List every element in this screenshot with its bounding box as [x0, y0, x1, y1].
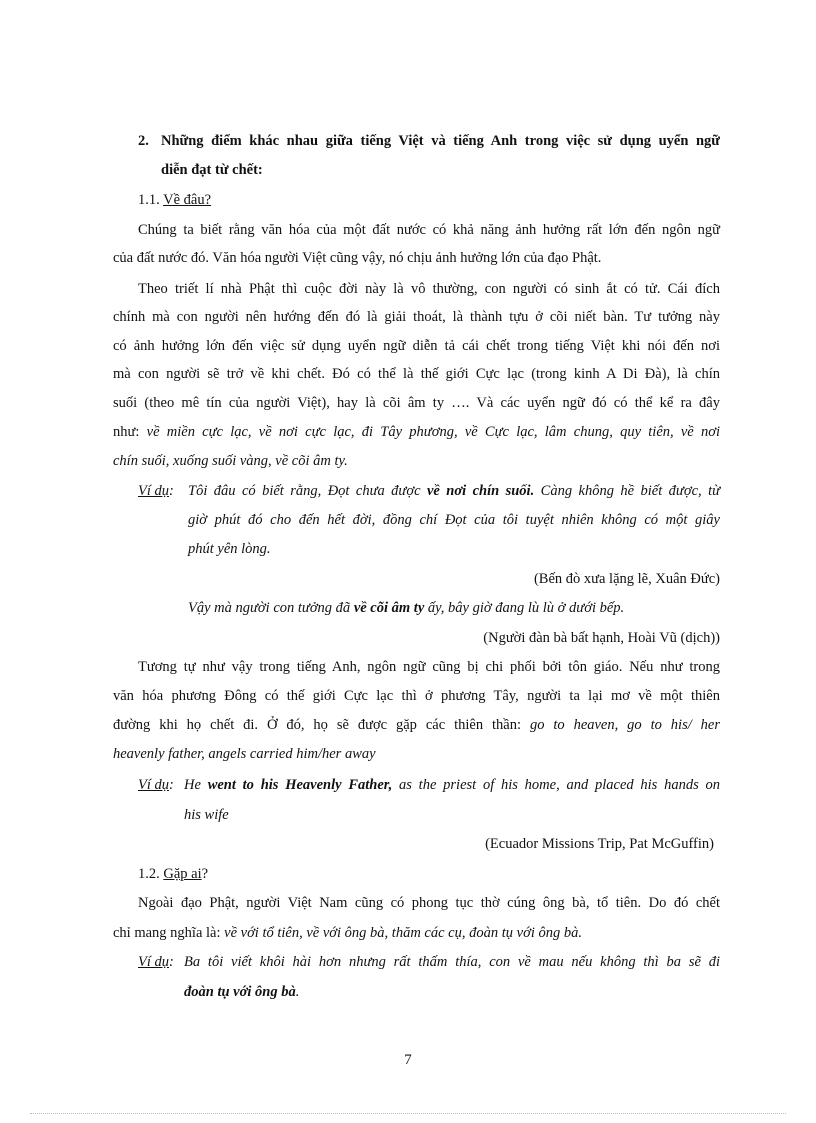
euphemism-list: heavenly father, angels carried him/her away	[113, 746, 376, 762]
example-label	[138, 775, 174, 795]
heading-line-1: Những điểm khác nhau giữa tiếng Việt và tiếng Anh trong việc sử dụng uyển ngữ	[161, 133, 720, 149]
paragraph-line: của đất nước đó. Văn hóa người Việt cũng vậy, nó chịu ảnh hưởng lớn của đạo Phật.	[113, 250, 602, 266]
example-emphasis: về nơi chín suối.	[426, 483, 535, 499]
example-label-text: Ví dụ	[138, 483, 170, 499]
paragraph-line: Chúng ta biết rằng văn hóa của một đất nước có khả năng ảnh hưởng rất lớn đến ngôn ngữ	[138, 222, 720, 238]
paragraph-line: văn hóa phương Đông có thế giới Cực lạc thì ở phương Tây, người ta lại mơ về một thiên	[113, 688, 720, 704]
paragraph-line: Theo triết lí nhà Phật thì cuộc đời này là vô thường, con người có sinh ắt có tử. Cái đích	[138, 281, 720, 297]
example-text: He	[184, 777, 201, 793]
example-line: Ba tôi viết khôi hài hơn nhưng rất thấm thía, con về mau nếu không thì ba sẽ đi	[184, 954, 720, 970]
heading-number: 2.	[138, 133, 149, 149]
section-1-1-heading	[138, 190, 211, 210]
text-prefix: như:	[113, 424, 140, 440]
section-title: Về đâu?	[163, 192, 212, 208]
example-line	[188, 481, 720, 501]
example-colon: :	[169, 954, 174, 970]
example-emphasis: về cõi âm ty	[353, 600, 425, 616]
heading-line-2: diễn đạt từ chết:	[161, 162, 263, 178]
paragraph-line: mà con người sẽ trở về khi chết. Đó có thể là thế giới Cực lạc (trong kinh A Di Đà), là chín	[113, 366, 720, 382]
example-label	[138, 481, 174, 501]
paragraph-line: Ngoài đạo Phật, người Việt Nam cũng có phong tục thờ cúng ông bà, tổ tiên. Do đó chết	[138, 895, 720, 911]
paragraph-line	[113, 422, 720, 442]
example-label-text: Ví dụ	[138, 777, 170, 793]
example-text: .	[295, 984, 300, 1000]
section-1-2-heading	[138, 864, 208, 884]
example-emphasis: went to his Heavenly Father,	[207, 777, 393, 793]
section-title: Gặp ai	[163, 866, 202, 882]
euphemism-list: về miền cực lạc, về nơi cực lạc, đi Tây phương, về Cực lạc, lâm chung, quy tiên, về nơi	[146, 424, 721, 440]
example-label-text: Ví dụ	[138, 954, 170, 970]
example-label	[138, 952, 174, 972]
euphemism-list: chín suối, xuống suối vàng, về cõi âm ty.	[113, 453, 348, 469]
example-text: Càng không hề biết được, từ	[540, 483, 721, 499]
example-line	[184, 982, 299, 1002]
section-title-suffix: ?	[201, 866, 209, 882]
example-text: ấy, bây giờ đang lù lù ở dưới bếp.	[427, 600, 625, 616]
text-prefix: chỉ mang nghĩa là:	[113, 925, 221, 941]
page-number: 7	[404, 1052, 412, 1068]
example-text: as the priest of his home, and placed his hands on	[399, 777, 720, 793]
paragraph-line: có ảnh hưởng lớn đến việc sử dụng uyển ngữ diễn tả cái chết trong tiếng Việt khi nói đến nơi	[113, 338, 720, 354]
example-line	[188, 598, 624, 618]
section-number: 1.2.	[138, 866, 160, 882]
euphemism-list: go to heaven, go to his/ her	[529, 717, 721, 733]
paragraph-line: chính mà con người nên hướng đến đó là giải thoát, là thành tựu ở cõi niết bàn. Tư tưởng này	[113, 309, 720, 325]
example-text: Tôi đâu có biết rằng, Đọt chưa được	[188, 483, 421, 499]
example-colon: :	[169, 777, 174, 793]
example-source: (Người đàn bà bất hạnh, Hoài Vũ (dịch))	[483, 630, 720, 646]
example-emphasis: đoàn tụ với ông bà	[184, 984, 296, 1000]
euphemism-list: về với tổ tiên, về với ông bà, thăm các cụ, đoàn tụ với ông bà.	[224, 925, 582, 941]
example-line: his wife	[184, 807, 229, 823]
paragraph-line	[113, 715, 720, 735]
example-colon: :	[169, 483, 174, 499]
example-source: (Ecuador Missions Trip, Pat McGuffin)	[485, 836, 714, 852]
example-line	[184, 775, 720, 795]
section-number: 1.1.	[138, 192, 160, 208]
paragraph-line	[113, 923, 582, 943]
paragraph-line: suối (theo mê tín của người Việt), hay là cõi âm ty …. Và các uyển ngữ đó có thể kể ra đây	[113, 395, 720, 411]
example-source: (Bến đò xưa lặng lẽ, Xuân Đức)	[533, 571, 720, 587]
example-line: giờ phút đó cho đến hết đời, đồng chí Đọt của tôi tuyệt nhiên không có một giây	[188, 512, 720, 528]
page-bottom-divider	[30, 1113, 786, 1114]
example-line: phút yên lòng.	[188, 541, 271, 557]
example-text: Vậy mà người con tưởng đã	[188, 600, 351, 616]
paragraph-line: Tương tự như vậy trong tiếng Anh, ngôn ngữ cũng bị chi phối bởi tôn giáo. Nếu như trong	[138, 659, 720, 675]
text-prefix: đường khi họ chết đi. Ở đó, họ sẽ được gặp các thiên thần:	[113, 717, 521, 733]
